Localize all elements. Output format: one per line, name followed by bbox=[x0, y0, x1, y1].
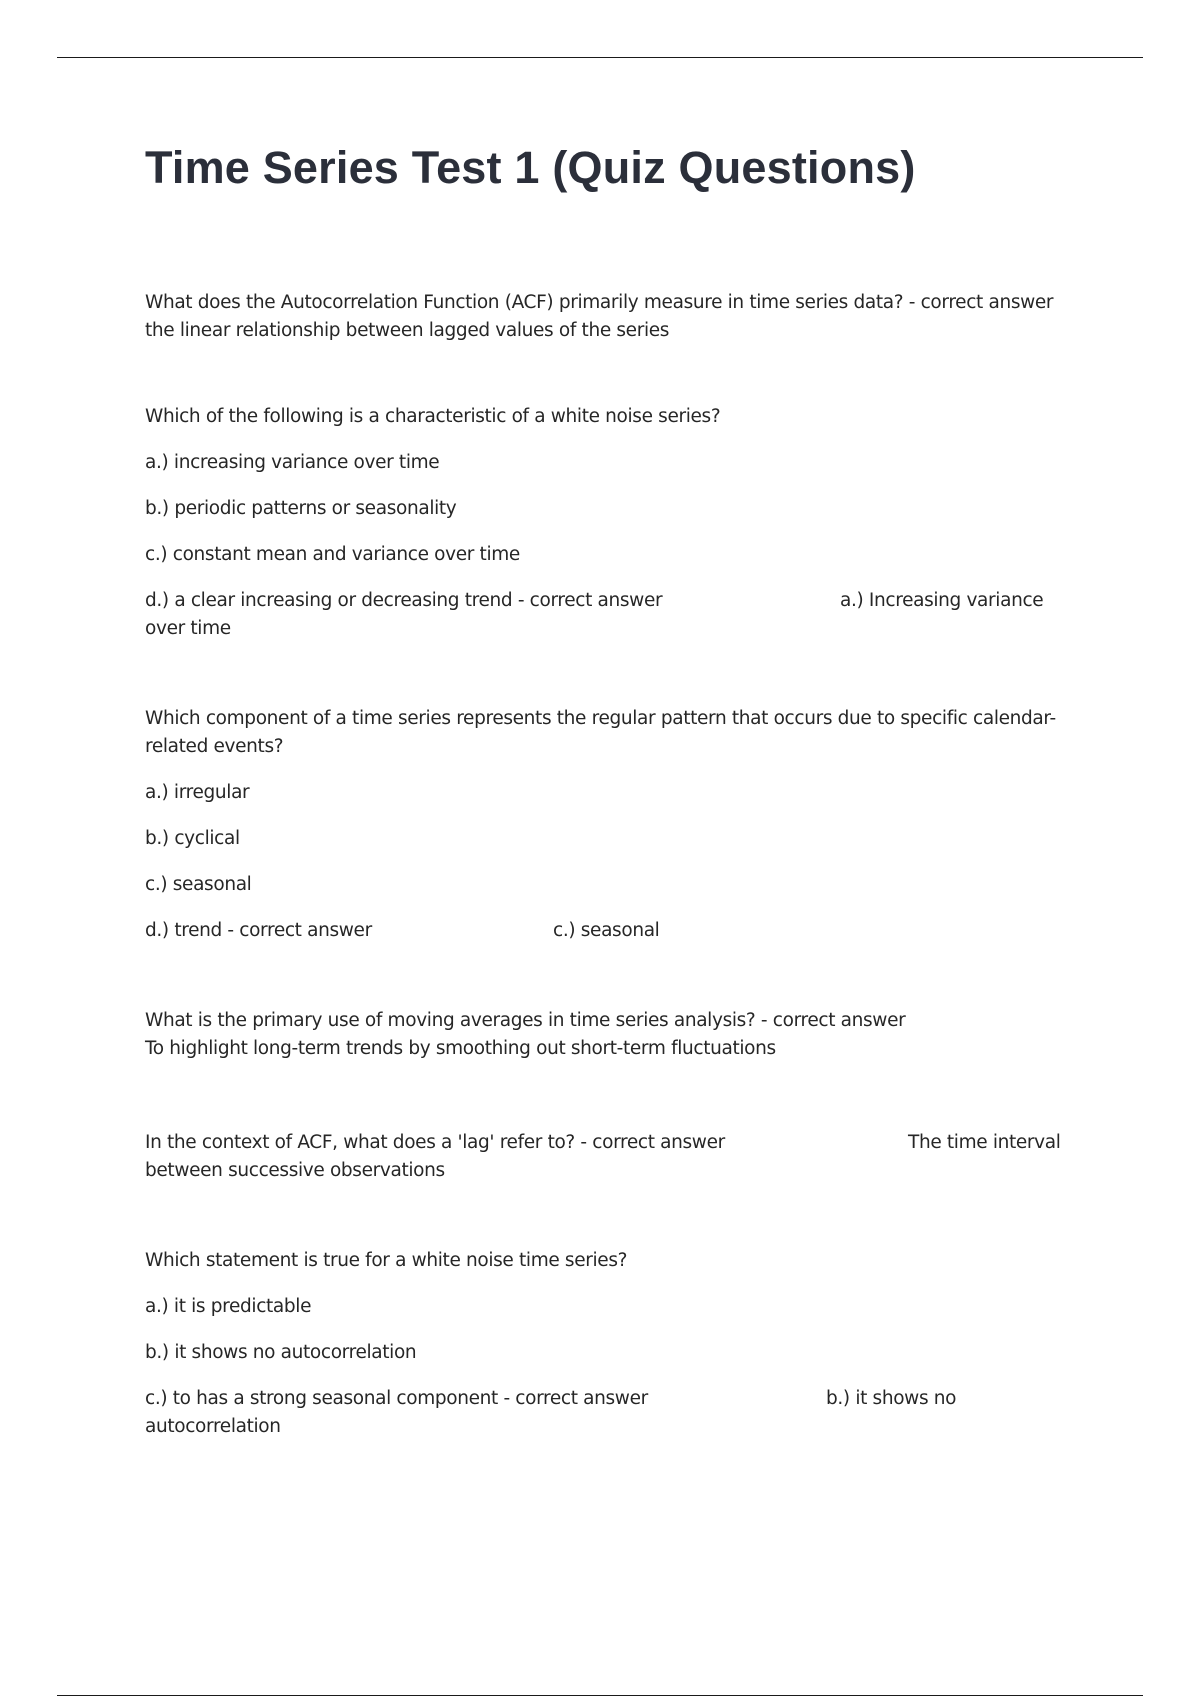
option-b: b.) cyclical bbox=[145, 828, 240, 849]
page-title: Time Series Test 1 (Quiz Questions) bbox=[145, 142, 916, 193]
option-d: d.) a clear increasing or decreasing trend - correct answer bbox=[145, 590, 663, 611]
question-text: Which component of a time series represents the regular pattern that occurs due to specific calendar- bbox=[145, 708, 1056, 729]
option-b: b.) it shows no autocorrelation bbox=[145, 1342, 417, 1363]
option-a: a.) it is predictable bbox=[145, 1296, 312, 1317]
question-text: In the context of ACF, what does a 'lag' refer to? - correct answer bbox=[145, 1132, 725, 1153]
option-d-with-answer bbox=[145, 587, 1065, 615]
option-d: d.) trend - correct answer bbox=[145, 920, 372, 941]
option-c-with-answer bbox=[145, 1385, 1065, 1413]
question-block-5 bbox=[145, 1129, 1065, 1185]
option-a: a.) increasing variance over time bbox=[145, 452, 440, 473]
bottom-rule bbox=[57, 1695, 1143, 1696]
answer-continuation: over time bbox=[145, 618, 231, 639]
option-c: c.) constant mean and variance over time bbox=[145, 544, 520, 565]
quiz-content bbox=[145, 289, 1065, 1441]
question-block-2 bbox=[145, 403, 1065, 643]
option-c: c.) to has a strong seasonal component - correct answer bbox=[145, 1388, 648, 1409]
question-block-6 bbox=[145, 1247, 1065, 1441]
answer-text: the linear relationship between lagged values of the series bbox=[145, 320, 670, 341]
option-d-with-answer bbox=[145, 917, 1065, 945]
option-c: c.) seasonal bbox=[145, 874, 252, 895]
question-with-answer bbox=[145, 1129, 1065, 1157]
answer-text: a.) Increasing variance bbox=[840, 590, 1044, 611]
question-text: Which of the following is a characteristic of a white noise series? bbox=[145, 406, 721, 427]
question-block-4 bbox=[145, 1007, 1065, 1063]
answer-continuation: between successive observations bbox=[145, 1160, 445, 1181]
question-text: What is the primary use of moving averages in time series analysis? - correct answer bbox=[145, 1010, 906, 1031]
question-text: Which statement is true for a white noise time series? bbox=[145, 1250, 628, 1271]
question-block-1 bbox=[145, 289, 1065, 345]
question-block-3 bbox=[145, 705, 1065, 945]
answer-text: The time interval bbox=[908, 1132, 1061, 1153]
question-text: What does the Autocorrelation Function (ACF) primarily measure in time series data? - correct answer bbox=[145, 292, 1054, 313]
answer-text: b.) it shows no bbox=[826, 1388, 957, 1409]
question-text-continued: related events? bbox=[145, 736, 284, 757]
option-a: a.) irregular bbox=[145, 782, 250, 803]
answer-text: To highlight long-term trends by smoothing out short-term fluctuations bbox=[145, 1038, 776, 1059]
answer-text: c.) seasonal bbox=[553, 920, 660, 941]
answer-continuation: autocorrelation bbox=[145, 1416, 281, 1437]
top-rule bbox=[57, 57, 1143, 58]
option-b: b.) periodic patterns or seasonality bbox=[145, 498, 457, 519]
